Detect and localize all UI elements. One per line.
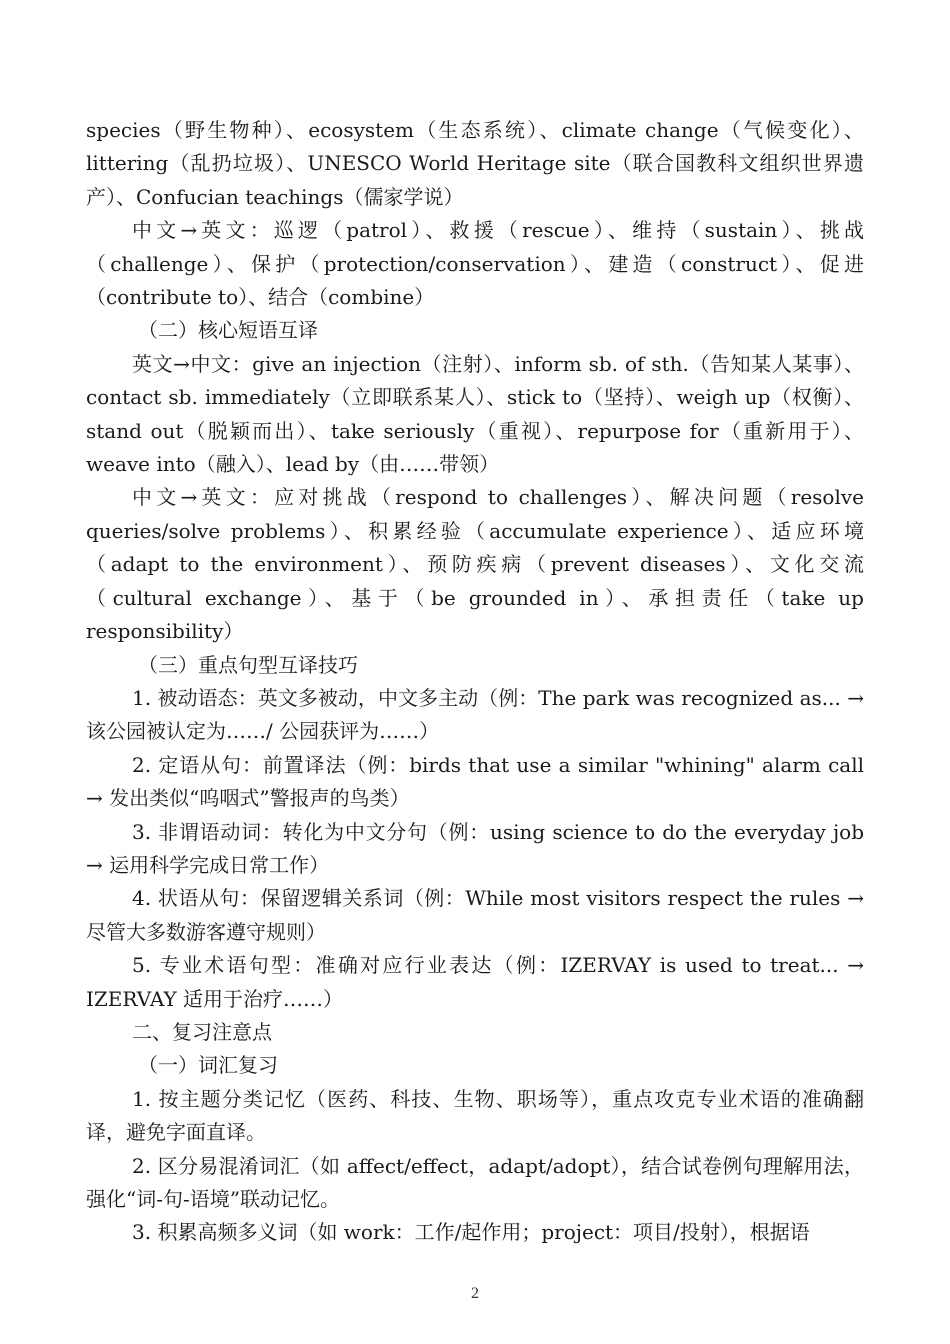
list-item-passive-voice: 1. 被动语态：英文多被动，中文多主动（例：The park was recognized as... → 该公园被认定为……/ 公园获评为……）: [86, 685, 864, 744]
section-heading-review-notes: 二、复习注意点: [132, 1019, 272, 1044]
list-item-attributive-clause: 2. 定语从句：前置译法（例：birds that use a similar "whining" alarm call → 发出类似“呜咽式”警报声的鸟类）: [86, 752, 864, 811]
list-item-technical-terms: 5. 专业术语句型：准确对应行业表达（例：IZERVAY is used to treat... → IZERVAY 适用于治疗……）: [86, 953, 864, 1011]
section-heading-sentence-patterns: （三）重点句型互译技巧: [138, 652, 358, 677]
section-heading-vocab-review: （一）词汇复习: [138, 1053, 278, 1078]
paragraph-zh-to-en-vocab: 中文→英文：巡逻（patrol）、救援（rescue）、维持（sustain）、挑战（challenge）、保护（protection/conservation）、建造（construct）、促进（contribute to）、结合（combine）: [86, 218, 864, 310]
paragraph-vocab-species: species（野生物种）、ecosystem（生态系统）、climate change（气候变化）、littering（乱扔垃圾）、UNESCO World Heritage site（联合国教科文组织世界遗产）、Confucian teachings（儒家学说）: [86, 118, 864, 209]
page-number: 2: [471, 1285, 479, 1302]
document-body: [86, 114, 864, 1250]
paragraph-en-to-zh-phrases: 英文→中文：give an injection（注射）、inform sb. of sth.（告知某人某事）、contact sb. immediately（立即联系某人）、stick to（坚持）、weigh up（权衡）、stand out（脱颖而出）、take seriously（重视）、repurpose for（重新用于）、weave into（融入）、lead by（由……带领）: [86, 351, 864, 477]
list-item-polysemous-words: 3. 积累高频多义词（如 work：工作/起作用；project：项目/投射），根据语: [132, 1220, 810, 1245]
paragraph-zh-to-en-phrases: 中文→英文：应对挑战（respond to challenges）、解决问题（resolve queries/solve problems）、积累经验（accumulate experience）、适应环境（adapt to the environment）、预防疾病（prevent diseases）、文化交流（cultural exchange）、基于（be grounded in）、承担责任（take up responsibility）: [86, 485, 864, 644]
list-item-confusable-words: 2. 区分易混淆词汇（如 affect/effect，adapt/adopt），结合试卷例句理解用法，强化“词-句-语境”联动记忆。: [86, 1153, 864, 1211]
list-item-adverbial-clause: 4. 状语从句：保留逻辑关系词（例：While most visitors respect the rules → 尽管大多数游客遵守规则）: [86, 886, 864, 944]
list-item-non-finite-verbs: 3. 非谓语动词：转化为中文分句（例：using science to do the everyday job → 运用科学完成日常工作）: [86, 819, 864, 877]
list-item-topic-memory: 1. 按主题分类记忆（医药、科技、生物、职场等），重点攻克专业术语的准确翻译，避免字面直译。: [86, 1086, 864, 1145]
section-heading-core-phrases: （二）核心短语互译: [138, 318, 318, 343]
